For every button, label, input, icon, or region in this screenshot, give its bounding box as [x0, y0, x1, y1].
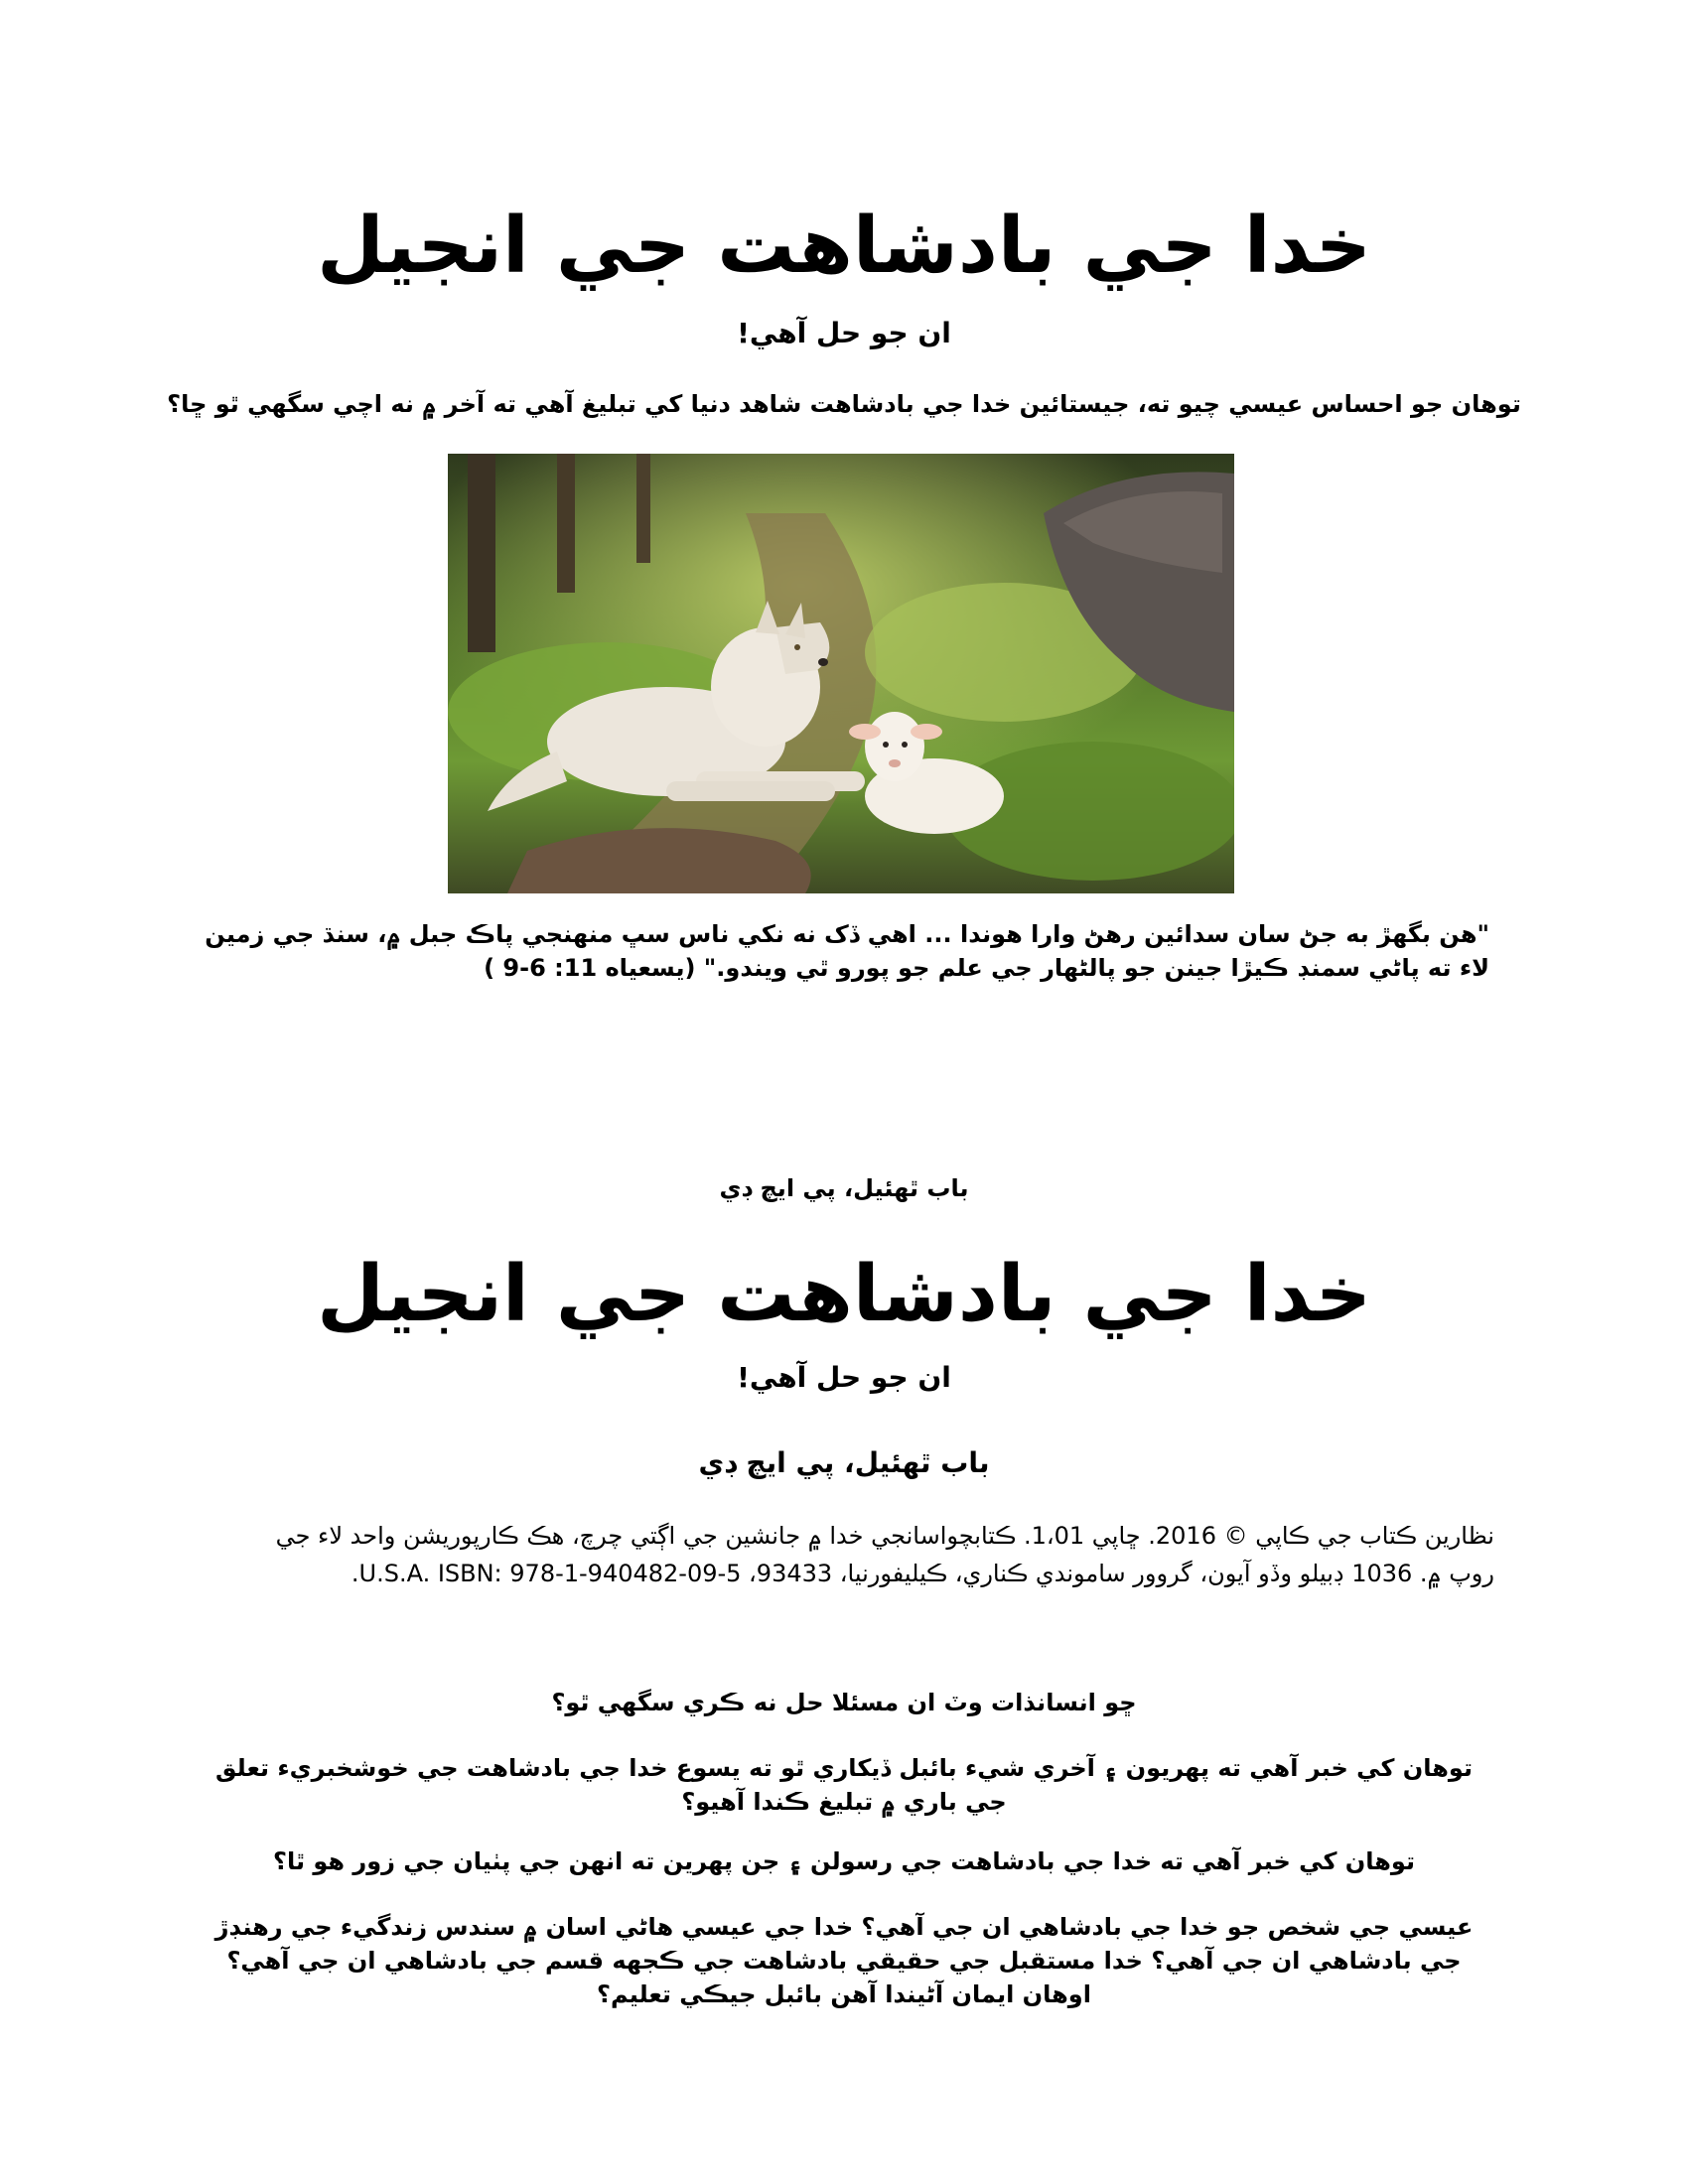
- intro-question-3: توهان کي خبر آهي ته خدا جي بادشاهت جي رسولن ۽ جن پهرين ته انهن جي پٺيان جي زور هو ٿا؟: [273, 1847, 1415, 1875]
- title-page-author: باب ٿهئيل، پي ايچ ڊي: [698, 1446, 990, 1479]
- wolf-and-lamb-image: [448, 454, 1234, 893]
- copyright-line-2: روپ ۾. 1036 ڊبيلو وڏو آيون، گروور ساموندي ڪناري، ڪيليفورنيا، 93433، U.S.A. ISBN: 978-1-940482-09-5.: [351, 1560, 1494, 1587]
- title-page-title: خدا جي بادشاهت جي انجيل: [317, 1250, 1371, 1339]
- cover-quote: "هن بگهڙ به جڻ سان سدائين رهڻ وارا هوندا ... اهي ڏک نه نکي ناس سڀ منهنجي پاڪ جبل ۾، سنڌ جي زمين لاء ته پاڻي سمنڊ ڪيڙا جينن جو پالڻهار جي علم جو پورو ٿي ويندو." (يسعياه 11: 6-9 ): [205, 920, 1489, 982]
- cover-title: خدا جي بادشاهت جي انجيل: [317, 202, 1371, 291]
- intro-question-1: ڇو انسانذات وٽ ان مسئلا حل نه ڪري سگهي ٿو؟: [551, 1689, 1137, 1716]
- title-page-subtitle: ان جو حل آهي!: [737, 1361, 951, 1394]
- cover-subtitle: ان جو حل آهي!: [737, 317, 951, 349]
- copyright-line-1: نظارين ڪتاب جي ڪاپي © 2016. ڇاپي 1،01. ڪتابچواسانجي خدا ۾ جانشين جي اڳتي چرچ، هڪ ڪارپوريشن واحد لاء جي: [275, 1522, 1494, 1550]
- intro-question-4: عيسي جي شخص جو خدا جي بادشاهي ان جي آهي؟ خدا جي عيسي هاڻي اسان ۾ سندس زندگيء جي رهنڊڙ جي بادشاهي ان جي آهي؟ خدا مستقبل جي حقيقي بادشاهت جي ڪجهه قسم جي بادشاهي ان جي آهي؟ اوهان ايمان آڻيندا آهن بائبل جيڪي تعليم؟: [214, 1913, 1474, 2008]
- intro-question-2: توهان کي خبر آهي ته پهريون ۽ آخري شيء بائبل ڏيکاري ٿو ته يسوع خدا جي بادشاهت جي خوشخبريء تعلق جي باري ۾ تبليغ ڪندا آهيو؟: [215, 1754, 1473, 1816]
- cover-question: توهان جو احساس عيسي چيو ته، جيستائين خدا جي بادشاهت شاهد دنيا کي تبليغ آهي ته آخر ۾ نه اچي سگهي ٿو ڇا؟: [167, 390, 1521, 418]
- copyright-notice: [194, 1517, 1494, 1592]
- author-top: باب ٿهئيل، پي ايچ ڊي: [719, 1174, 969, 1202]
